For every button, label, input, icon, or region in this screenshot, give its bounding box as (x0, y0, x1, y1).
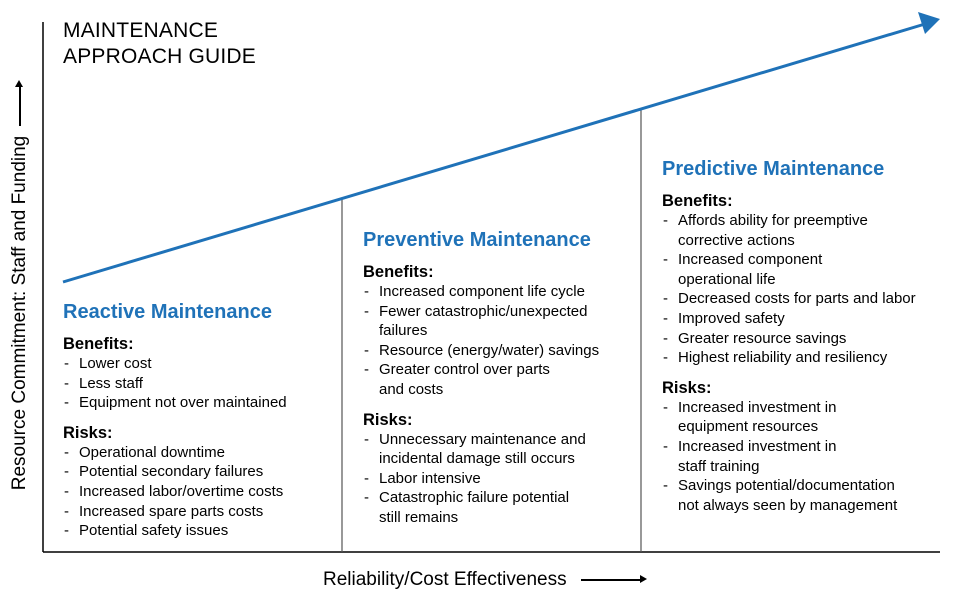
risk-item-line: - Unnecessary maintenance and (379, 430, 586, 448)
benefit-item-line: - Increased component (678, 251, 823, 269)
risk-item-line: - Potential secondary failures (79, 463, 264, 481)
block-heading: Reactive Maintenance (63, 301, 272, 323)
risk-item-line: not always seen by management (678, 496, 898, 514)
y-axis-label (8, 28, 32, 548)
risk-item-line: - Savings potential/documentation (678, 477, 895, 495)
risk-item-line: - Operational downtime (79, 443, 225, 461)
risk-item-line: - Increased spare parts costs (79, 502, 264, 520)
benefit-item (363, 282, 599, 302)
risk-item (363, 488, 599, 527)
predictive-maintenance-block (662, 157, 916, 525)
benefit-item (363, 302, 599, 341)
page-title-line-1: MAINTENANCE (63, 19, 219, 42)
benefit-item (363, 341, 599, 361)
reactive-maintenance-block (63, 300, 287, 551)
benefit-item-line: failures (379, 322, 428, 340)
benefit-item-line: - Greater resource savings (678, 329, 847, 347)
benefit-item-line: - Fewer catastrophic/unexpected (379, 302, 588, 320)
risk-item (63, 521, 287, 541)
risk-item-line: - Increased investment in (678, 437, 837, 455)
risk-item (662, 437, 916, 476)
benefits-list (662, 211, 916, 368)
risk-item-line: - Potential safety issues (79, 522, 229, 540)
benefit-item-line: - Less staff (79, 374, 143, 392)
y-axis-label-text: Resource Commitment: Staff and Funding (9, 135, 30, 491)
benefit-item-line: - Decreased costs for parts and labor (678, 290, 916, 308)
benefit-item-line: corrective actions (678, 231, 795, 249)
y-axis-arrow-icon (19, 86, 21, 126)
risk-item-line: - Increased labor/overtime costs (79, 482, 284, 500)
risk-item-line: equipment resources (678, 418, 819, 436)
benefits-title: Benefits: (363, 263, 434, 281)
benefit-item-line: - Lower cost (79, 355, 152, 372)
block-heading: Preventive Maintenance (363, 229, 591, 251)
benefit-item-line: - Improved safety (678, 309, 785, 327)
risk-item (63, 502, 287, 522)
risk-item (662, 398, 916, 437)
x-axis-label (323, 569, 641, 591)
benefits-title: Benefits: (63, 335, 134, 353)
benefit-item-line: - Greater control over parts (379, 361, 550, 379)
risk-item (363, 469, 599, 489)
risks-title: Risks: (63, 423, 113, 442)
risks-list (63, 443, 287, 541)
benefit-item-line: operational life (678, 270, 776, 288)
preventive-maintenance-block (363, 228, 599, 538)
benefit-item-line: - Highest reliability and resiliency (678, 349, 888, 367)
benefit-item (363, 360, 599, 399)
risk-item-line: staff training (678, 457, 760, 475)
benefit-item-line: and costs (379, 380, 444, 398)
benefit-item (662, 289, 916, 309)
benefit-item-line: - Equipment not over maintained (79, 394, 287, 412)
risk-item (63, 462, 287, 482)
risk-item (63, 482, 287, 502)
page-title-line-2: APPROACH GUIDE (63, 45, 256, 68)
risk-item-line: - Labor intensive (379, 469, 481, 487)
benefit-item (63, 393, 287, 413)
benefit-item (662, 309, 916, 329)
x-axis-label-text: Reliability/Cost Effectiveness (323, 569, 567, 590)
risk-item-line: incidental damage still occurs (379, 450, 575, 468)
page-title (63, 18, 256, 70)
risks-list (363, 430, 599, 528)
risks-title: Risks: (363, 410, 413, 429)
benefits-list (63, 354, 287, 413)
benefit-item (662, 329, 916, 349)
benefits-title: Benefits: (662, 192, 733, 210)
benefits-list (363, 282, 599, 400)
risk-item (662, 476, 916, 515)
risk-item (363, 430, 599, 469)
benefit-item (63, 354, 287, 374)
risk-item-line: - Increased investment in (678, 398, 837, 416)
benefit-item (662, 348, 916, 368)
benefit-item (662, 211, 916, 250)
benefit-item-line: - Resource (energy/water) savings (379, 341, 600, 359)
benefit-item-line: - Increased component life cycle (379, 283, 585, 300)
block-heading: Predictive Maintenance (662, 158, 885, 180)
benefit-item (662, 250, 916, 289)
trend-arrow-head (918, 12, 940, 34)
x-axis-arrow-icon (581, 579, 641, 581)
risks-title: Risks: (662, 378, 712, 397)
benefit-item (63, 374, 287, 394)
risks-list (662, 398, 916, 516)
risk-item-line: still remains (379, 508, 459, 526)
benefit-item-line: - Affords ability for preemptive (678, 212, 868, 229)
risk-item (63, 443, 287, 463)
risk-item-line: - Catastrophic failure potential (379, 489, 570, 507)
